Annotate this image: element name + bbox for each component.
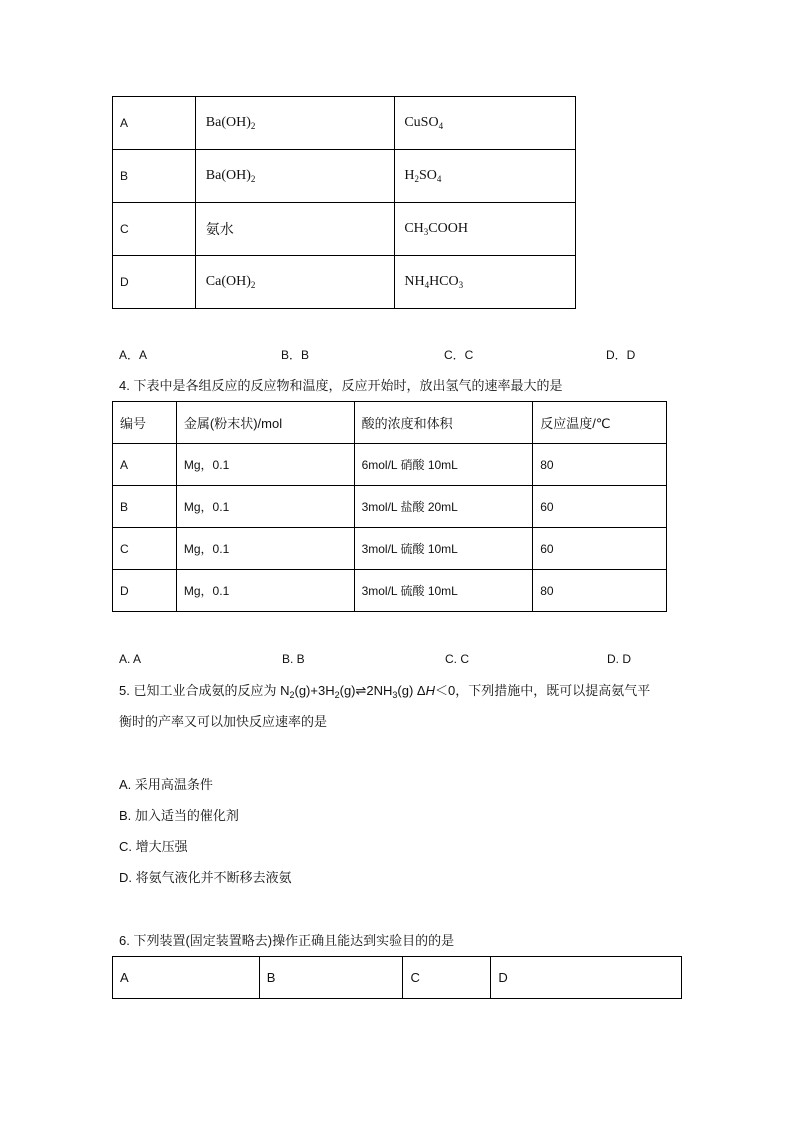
q3.rows.2.c2_parts-text: CH: [404, 221, 424, 236]
q4-row: [113, 570, 667, 612]
q3-reagent-2: [395, 150, 576, 203]
q3-reagent-1-sub: 2: [250, 280, 256, 290]
q5-option-a[interactable]: A. 采用高温条件: [119, 777, 213, 792]
q4-cell: B: [113, 486, 177, 528]
q3-reagent-1-sub: 2: [250, 121, 256, 131]
q5.eq_parts-text: (g)+3H: [294, 683, 335, 698]
q5-equation: [289, 683, 425, 698]
q4-cell: 60: [533, 528, 667, 570]
q4-cell: 60: [533, 486, 667, 528]
q3-reagent-1-text: Ba(OH): [205, 115, 251, 130]
q3-reagent-1: [195, 256, 395, 309]
q3-reagent-1-text: Ca(OH): [205, 274, 251, 289]
q3-row: [113, 97, 576, 150]
q4-cell: 80: [533, 570, 667, 612]
q3-option-c[interactable]: C．C: [444, 348, 474, 362]
q4-cell: Mg，0.1: [176, 444, 354, 486]
q6-header-d: D: [491, 957, 682, 999]
q4-row: [113, 528, 667, 570]
q5.eq_parts-text: (g) Δ: [397, 683, 426, 698]
q4-row: [113, 486, 667, 528]
q4-cell: 80: [533, 444, 667, 486]
q3-reagent-1: [195, 203, 395, 256]
q3.rows.1.c2_parts-sub: 2: [414, 174, 419, 184]
q3.rows.3.c2_parts-text: HCO: [429, 274, 459, 289]
q4-cell: A: [113, 444, 177, 486]
q3-row-label: D: [113, 256, 196, 309]
q4-cell: Mg，0.1: [176, 570, 354, 612]
q3-row: [113, 150, 576, 203]
q3.rows.3.c2_parts-sub: 4: [424, 280, 430, 290]
q4-header-cell: 酸的浓度和体积: [354, 402, 533, 444]
q3-option-d[interactable]: D．D: [606, 348, 636, 362]
q4-cell: C: [113, 528, 177, 570]
q5-option-b[interactable]: B. 加入适当的催化剂: [119, 808, 239, 823]
q5-equation-h: H: [425, 683, 435, 698]
q4-cell: Mg，0.1: [176, 486, 354, 528]
q4-cell: 3mol/L 硫酸 10mL: [354, 528, 533, 570]
q3.rows.3.c2_parts-text: NH: [404, 274, 425, 289]
q6-header-c: C: [403, 957, 491, 999]
q3.rows.2.c2_parts-sub: 3: [423, 227, 429, 237]
q5-stem: [119, 682, 679, 700]
q3.rows.1.c2_parts-sub: 4: [436, 174, 442, 184]
q3-row-label: C: [113, 203, 196, 256]
q3-reagent-2: [395, 256, 576, 309]
q4-option-a[interactable]: A. A: [119, 652, 142, 666]
q5.eq_parts-text: (g)⇌2NH: [339, 683, 393, 698]
q6-header-a: A: [113, 957, 260, 999]
q3-reagent-2: [395, 203, 576, 256]
q3-row-label: A: [113, 97, 196, 150]
q4-stem: 4. 下表中是各组反应的反应物和温度，反应开始时，放出氢气的速率最大的是: [119, 378, 563, 393]
q4-option-b[interactable]: B. B: [282, 652, 305, 666]
q3-table: [112, 96, 576, 309]
q4-option-d[interactable]: D. D: [607, 652, 631, 666]
q5.eq_parts-sub: 3: [392, 690, 398, 700]
q5.eq_parts-sub: 2: [289, 690, 295, 700]
q3.rows.1.c2_parts-text: SO: [418, 168, 437, 183]
q3.rows.2.c2_parts-text: COOH: [428, 221, 468, 236]
q4-header-cell: 反应温度/℃: [533, 402, 667, 444]
q3-row-label: B: [113, 150, 196, 203]
q4-header-cell: 金属(粉末状)/mol: [176, 402, 354, 444]
q3-row: [113, 256, 576, 309]
q5-stem-line2: 衡时的产率又可以加快反应速率的是: [119, 714, 328, 729]
q4-table: [112, 401, 667, 612]
q4-cell: 6mol/L 硝酸 10mL: [354, 444, 533, 486]
q3-reagent-1-sub: 2: [250, 174, 256, 184]
q3-reagent-1-text: 氨水: [205, 223, 234, 238]
q3.rows.1.c2_parts-text: H: [404, 168, 415, 183]
q5-stem-prefix: 5. 已知工业合成氨的反应为 N: [119, 683, 290, 698]
q4-header-row: [113, 402, 667, 444]
q4-option-c[interactable]: C. C: [445, 652, 469, 666]
q4-cell: D: [113, 570, 177, 612]
q4-cell: Mg，0.1: [176, 528, 354, 570]
q4-cell: 3mol/L 硫酸 10mL: [354, 570, 533, 612]
q5-stem-suffix: ＜0，下列措施中，既可以提高氨气平: [435, 683, 651, 698]
q3.rows.0.c2_parts-sub: 4: [438, 121, 444, 131]
q3-option-a[interactable]: A．A: [119, 348, 148, 362]
q4-options: [119, 652, 659, 670]
q3-reagent-2: [395, 97, 576, 150]
q4-row: [113, 444, 667, 486]
q6-header-b: B: [259, 957, 403, 999]
q6-table: [112, 956, 682, 999]
q3.rows.0.c2_parts-text: CuSO: [404, 115, 439, 130]
q3-reagent-1-text: Ba(OH): [205, 168, 251, 183]
q3-options: [119, 346, 659, 364]
q3-row: [113, 203, 576, 256]
q3-reagent-1: [195, 150, 395, 203]
q3-option-b[interactable]: B．B: [281, 348, 310, 362]
q5.eq_parts-sub: 2: [334, 690, 340, 700]
q4-header-cell: 编号: [113, 402, 177, 444]
q3.rows.3.c2_parts-sub: 3: [458, 280, 464, 290]
q5-option-d[interactable]: D. 将氨气液化并不断移去液氨: [119, 870, 292, 885]
q4-cell: 3mol/L 盐酸 20mL: [354, 486, 533, 528]
q5-option-c[interactable]: C. 增大压强: [119, 839, 188, 854]
q6-stem: 6. 下列装置(固定装置略去)操作正确且能达到实验目的的是: [119, 933, 455, 948]
q3-reagent-1: [195, 97, 395, 150]
